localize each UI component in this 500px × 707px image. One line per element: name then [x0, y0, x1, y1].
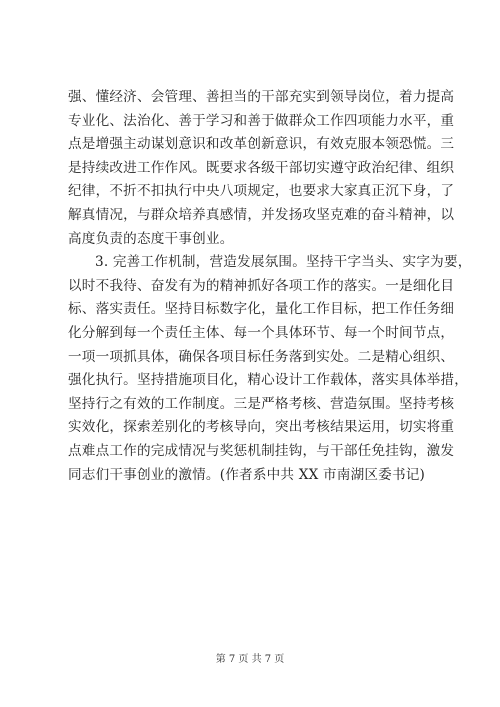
text-line: 是持续改进工作作风。既要求各级干部切实遵守政治纪律、组织 [68, 159, 455, 176]
text-line: 化分解到每一个责任主体、每一个具体环节、每一个时间节点， [68, 324, 455, 341]
text-line: 坚持行之有效的工作制度。三是严格考核、营造氛围。坚持考核 [68, 395, 455, 412]
page-footer: 第 7 页 共 7 页 [215, 654, 285, 665]
text-line: 点难点工作的完成情况与奖惩机制挂钩，与干部任免挂钩，激发 [68, 442, 455, 459]
text-line: 以时不我待、奋发有为的精神抓好各项工作的落实。一是细化目 [68, 277, 455, 294]
paragraph-end-line: 高度负责的态度干事创业。 [68, 230, 234, 247]
text-line: 点是增强主动谋划意识和改革创新意识，有效克服本领恐慌。三 [68, 136, 455, 153]
document-body [68, 86, 472, 487]
text-line: 纪律，不折不扣执行中央八项规定，也要求大家真正沉下身，了 [68, 183, 455, 200]
text-line: 标、落实责任。坚持目标数字化，量化工作目标，把工作任务细 [68, 301, 455, 318]
text-line: 一项一项抓具体，确保各项目标任务落到实处。二是精心组织、 [68, 348, 455, 365]
section-heading-line: 3. 完善工作机制，营造发展氛围。坚持干字当头、实字为要， [95, 254, 472, 271]
text-line: 专业化、法治化、善于学习和善于做群众工作四项能力水平，重 [68, 112, 455, 129]
text-line: 解真情况，与群众培养真感情，并发扬攻坚克难的奋斗精神，以 [68, 206, 455, 223]
text-line: 强、懂经济、会管理、善担当的干部充实到领导岗位，着力提高 [68, 89, 455, 105]
paragraph-end-line: 同志们干事创业的激情。(作者系中共 XX 市南湖区委书记) [68, 466, 426, 483]
text-line: 强化执行。坚持措施项目化，精心设计工作载体，落实具体举措， [68, 372, 469, 389]
text-line: 实效化，探索差别化的考核导向，突出考核结果运用，切实将重 [68, 419, 455, 436]
